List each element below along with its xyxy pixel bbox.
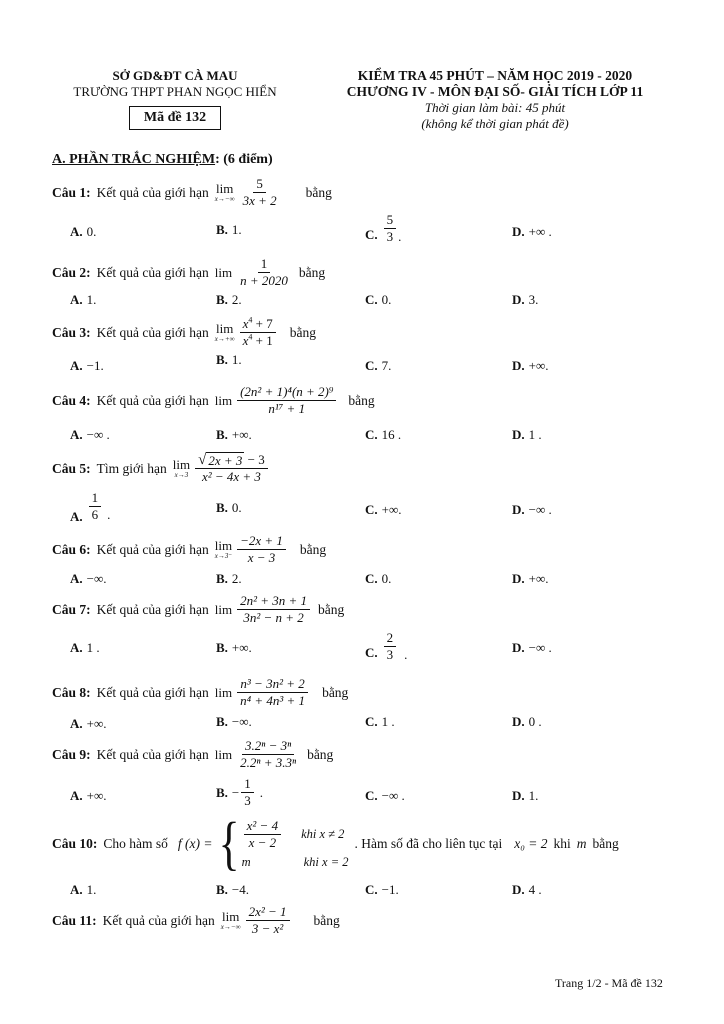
question-number: Câu 6:: [52, 541, 91, 557]
question-text: Kết quả của giới hạn: [96, 541, 209, 557]
question-number: Câu 2:: [52, 264, 91, 280]
option-c[interactable]: C. 0.: [365, 292, 392, 307]
option-d[interactable]: D. −∞ .: [512, 640, 552, 655]
option-c[interactable]: C. +∞.: [365, 502, 402, 517]
question-tail: bằng: [305, 184, 332, 200]
limit-expression: lim x→−∞ $\frac{5}{3x + 2}$: [214, 176, 277, 208]
question-text: Kết quả của giới hạn: [96, 184, 209, 200]
question-number: Câu 7:: [52, 601, 91, 617]
option-d[interactable]: D. 1 .: [512, 427, 542, 442]
limit-expression: lim x→3⁻ $\frac{-2x + 1}{x - 3}$: [215, 533, 288, 566]
option-c[interactable]: C. 16 .: [365, 427, 402, 442]
exam-subtitle: CHƯƠNG IV - MÔN ĐẠI SỐ- GIẢI TÍCH LỚP 11: [346, 84, 644, 99]
brace-icon: {: [218, 810, 240, 877]
question-number: Câu 9:: [52, 746, 91, 762]
option-b[interactable]: B. +∞.: [216, 427, 252, 442]
exam-title: KIỂM TRA 45 PHÚT – NĂM HỌC 2019 - 2020: [357, 68, 633, 83]
question-tail: bằng: [318, 601, 345, 617]
function-name: f (x) =: [177, 836, 213, 851]
option-a[interactable]: A. $\frac{1}{6}$ .: [70, 490, 111, 524]
limit-expression: lim x→−∞ $\frac{\text{2x² − 1}}{\text{3 − x²}}$: [221, 904, 292, 937]
header-left: [60, 68, 290, 130]
limit-expression: lim $\frac{\text{n³ − 3n² + 2}}{\text{n⁴ + 4n³ + 1}}$: [215, 676, 310, 709]
limit-expression: lim x→3 √ 2x + 3 − 3 x² − 4x + 3: [173, 452, 270, 485]
option-a[interactable]: A. 0.: [70, 224, 97, 239]
question-4: [52, 384, 375, 417]
question-text: Cho hàm số: [103, 836, 168, 851]
option-a[interactable]: A. +∞.: [70, 788, 107, 803]
option-a[interactable]: A. −1.: [70, 358, 104, 373]
option-b[interactable]: B. 1.: [216, 352, 242, 367]
question-3: [52, 316, 316, 349]
question-number: Câu 10:: [52, 836, 98, 851]
option-d[interactable]: D. +∞.: [512, 571, 549, 586]
option-a[interactable]: A. 1.: [70, 292, 97, 307]
question-khi: khi: [553, 836, 571, 851]
department: SỞ GD&ĐT CÀ MAU: [112, 68, 238, 83]
option-c[interactable]: C. $\frac{2}{3}$ .: [365, 630, 408, 662]
param-m: m: [576, 836, 587, 851]
question-tail: bằng: [313, 912, 340, 928]
question-tail: bằng: [322, 684, 349, 700]
question-text: Kết quả của giới hạn: [96, 601, 209, 617]
question-2: [52, 256, 325, 289]
option-a[interactable]: A. 1 .: [70, 640, 100, 655]
question-text: Kết quả của giới hạn: [96, 684, 209, 700]
question-text: Kết quả của giới hạn: [102, 912, 215, 928]
question-9: [52, 738, 333, 771]
option-d[interactable]: D. 1.: [512, 788, 539, 803]
question-tail: bằng: [307, 746, 334, 762]
header-right: [320, 68, 670, 132]
option-c[interactable]: C. 1 .: [365, 714, 395, 729]
question-text: Kết quả của giới hạn: [96, 392, 209, 408]
question-mid: . Hàm số đã cho liên tục tại: [354, 836, 503, 851]
question-8: [52, 676, 348, 709]
option-c[interactable]: C. −∞ .: [365, 788, 405, 803]
exam-time: Thời gian làm bài: 45 phút: [424, 100, 566, 115]
question-number: Câu 3:: [52, 324, 91, 340]
option-d[interactable]: D. 3.: [512, 292, 539, 307]
question-text: Kết quả của giới hạn: [96, 264, 209, 280]
question-number: Câu 5:: [52, 460, 91, 476]
option-b[interactable]: B. 1.: [216, 222, 242, 237]
section-points: : (6 điểm): [215, 152, 273, 167]
option-c[interactable]: C. −1.: [365, 882, 399, 897]
question-number: Câu 1:: [52, 184, 91, 200]
option-c[interactable]: C. $\frac{5}{3}$ .: [365, 212, 402, 244]
exam-code-box: Mã đề 132: [129, 106, 221, 130]
piecewise-function: { $\frac{\text{x² − 4}}{x - 2}$ khi x ≠ 2 m khi x = 2: [218, 810, 349, 877]
question-tail: bằng: [348, 392, 375, 408]
option-d[interactable]: D. 4 .: [512, 882, 542, 897]
option-b[interactable]: B. −∞.: [216, 714, 252, 729]
question-tail: bằng: [289, 324, 316, 340]
option-d[interactable]: D. −∞ .: [512, 502, 552, 517]
question-number: Câu 11:: [52, 912, 97, 928]
limit-expression: lim $\frac{\text{3.2ⁿ − 3ⁿ}}{\text{2.2ⁿ + 3.3ⁿ}}$: [214, 738, 297, 770]
option-a[interactable]: A. +∞.: [70, 716, 107, 731]
option-d[interactable]: D. 0 .: [512, 714, 542, 729]
limit-expression: lim $\frac{\text{2n² + 3n + 1}}{\text{3n² − n + 2}}$: [215, 593, 312, 626]
question-text: Kết quả của giới hạn: [96, 324, 209, 340]
limit-expression: lim x→+∞ $\frac{x^4 + 7}{x^4 + 1}$: [215, 316, 278, 349]
option-d[interactable]: D. +∞ .: [512, 224, 552, 239]
option-a[interactable]: A. −∞ .: [70, 427, 110, 442]
option-c[interactable]: C. 7.: [365, 358, 392, 373]
option-a[interactable]: A. −∞.: [70, 571, 107, 586]
question-10: [52, 810, 619, 877]
question-7: [52, 593, 344, 626]
question-tail: bằng: [298, 264, 326, 280]
limit-expression: lim $\frac{\text{(2n² + 1)⁴(n + 2)⁹}}{\text{n¹⁷ + 1}}$: [215, 384, 339, 417]
question-text: Kết quả của giới hạn: [96, 746, 209, 762]
option-b[interactable]: B. 0.: [216, 500, 242, 515]
question-text: Tìm giới hạn: [96, 460, 167, 476]
option-b[interactable]: B. +∞.: [216, 640, 252, 655]
sqrt-icon: √: [198, 452, 207, 468]
question-tail: bằng: [592, 836, 619, 851]
exam-note: (không kể thời gian phát đề): [421, 116, 569, 131]
question-6: [52, 533, 326, 566]
option-d[interactable]: D. +∞.: [512, 358, 549, 373]
option-a[interactable]: A. 1.: [70, 882, 97, 897]
option-c[interactable]: C. 0.: [365, 571, 392, 586]
question-1: [52, 176, 332, 209]
option-b[interactable]: B. 2.: [216, 571, 242, 586]
option-b[interactable]: B. 2.: [216, 292, 242, 307]
question-number: Câu 4:: [52, 392, 91, 408]
option-b[interactable]: B. −4.: [216, 882, 250, 897]
page-footer: Trang 1/2 - Mã đề 132: [555, 976, 663, 990]
question-5: [52, 452, 270, 485]
question-tail: bằng: [299, 541, 327, 557]
section-name: A. PHẦN TRẮC NGHIỆM: [52, 152, 216, 167]
section-heading: [52, 152, 273, 168]
point-x0: x₀ = 2: [514, 836, 548, 851]
question-11: [52, 904, 340, 937]
school-name: TRƯỜNG THPT PHAN NGỌC HIỂN: [73, 84, 277, 99]
question-number: Câu 8:: [52, 684, 91, 700]
option-b[interactable]: B. − $\frac{1}{3}$ .: [216, 776, 264, 808]
limit-expression: lim $\frac{1}{n + 2020}$: [214, 256, 288, 288]
